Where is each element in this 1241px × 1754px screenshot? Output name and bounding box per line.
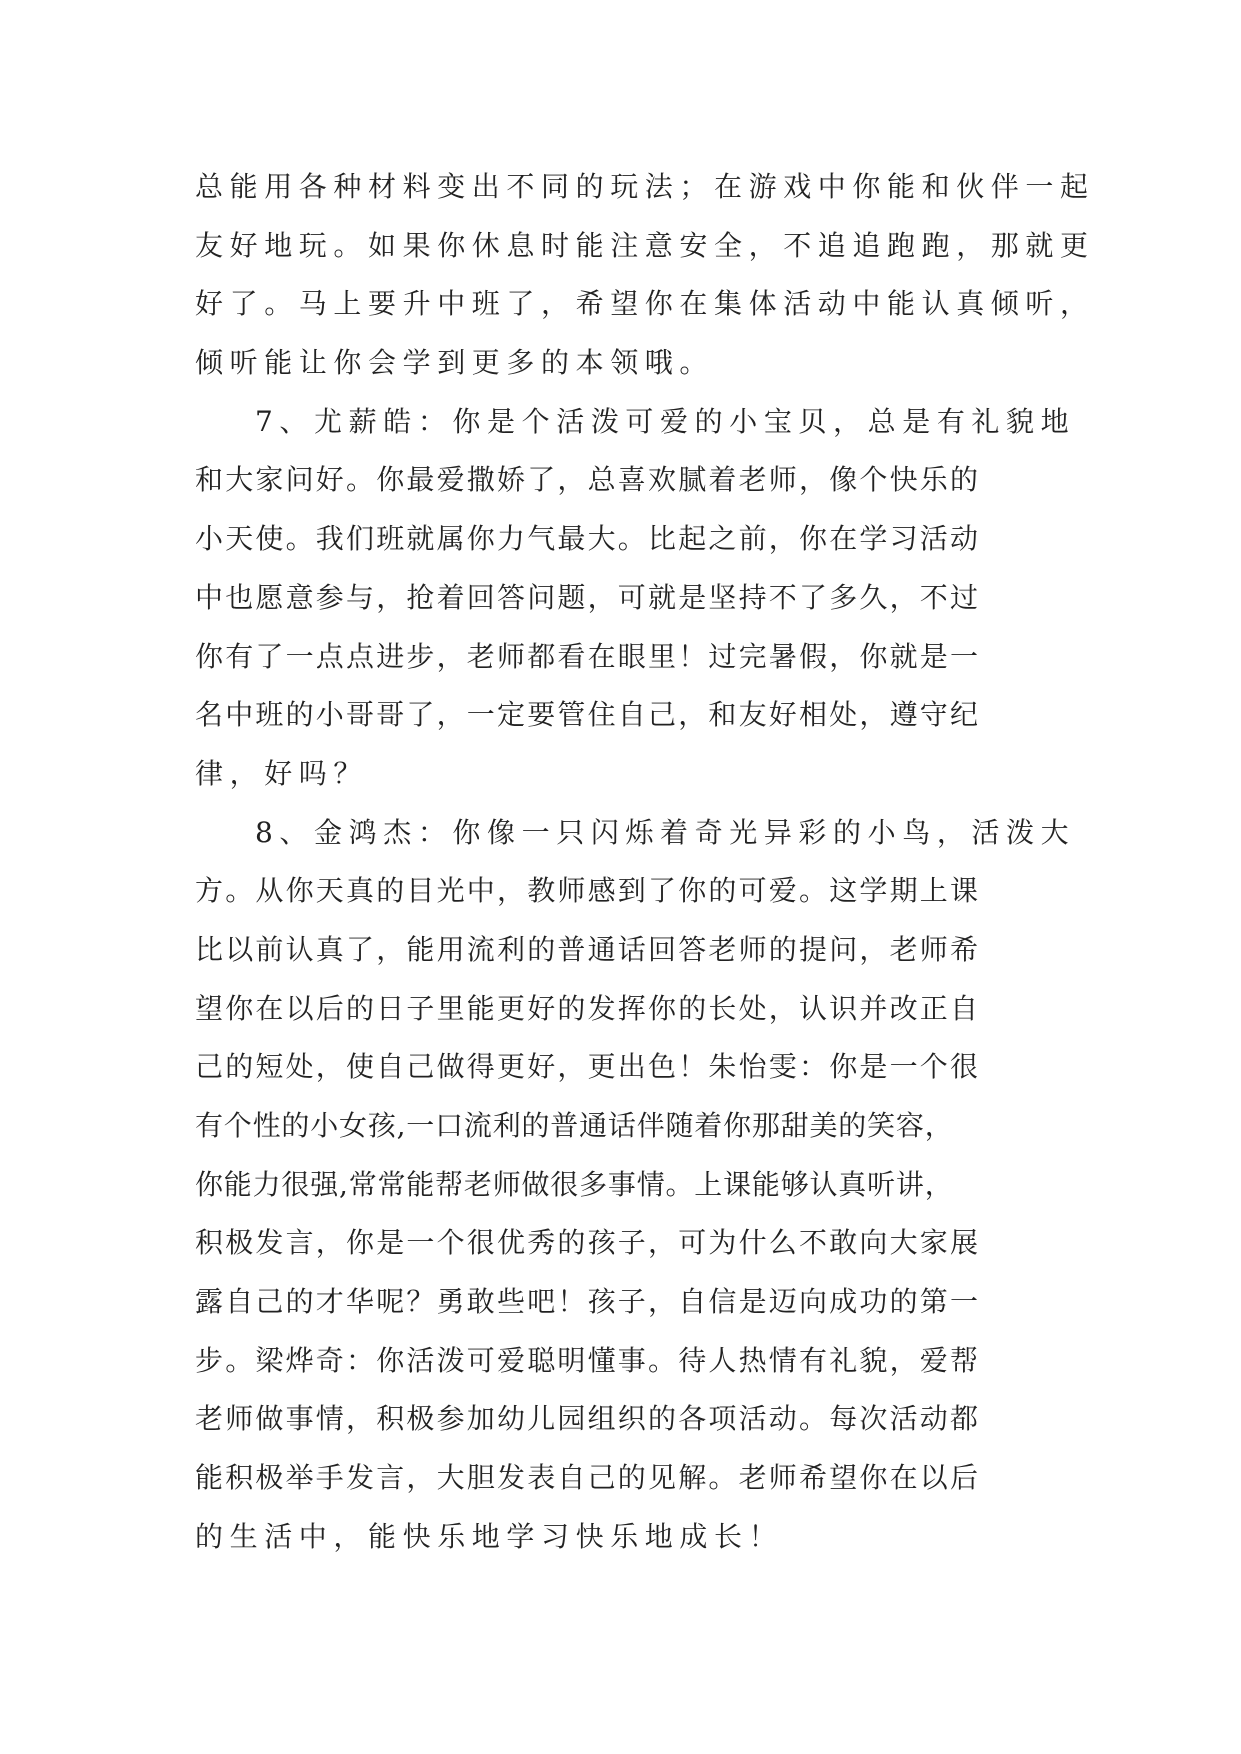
text-line: 名中班的小哥哥了，一定要管住自己，和友好相处，遵守纪 (195, 698, 981, 732)
text-line: 露自己的才华呢？勇敢些吧！孩子，自信是迈向成功的第一 (195, 1285, 981, 1319)
text-line: 望你在以后的日子里能更好的发挥你的长处，认识并改正自 (195, 991, 981, 1025)
text-line: 老师做事情，积极参加幼儿园组织的各项活动。每次活动都 (195, 1402, 981, 1436)
text-line: 己的短处，使自己做得更好，更出色！朱怡雯：你是一个很 (195, 1050, 981, 1084)
text-line: 能积极举手发言，大胆发表自己的见解。老师希望你在以后 (195, 1461, 981, 1495)
text-line: 总能用各种材料变出不同的玩法；在游戏中你能和伙伴一起 (195, 170, 1095, 203)
document-page (195, 158, 1095, 1567)
text-line: 小天使。我们班就属你力气最大。比起之前，你在学习活动 (195, 522, 981, 556)
text-line: 和大家问好。你最爱撒娇了，总喜欢腻着老师，像个快乐的 (195, 463, 981, 497)
text-line: 的生活中，能快乐地学习快乐地成长！ (195, 1519, 784, 1553)
text-line: 友好地玩。如果你休息时能注意安全，不追追跑跑，那就更 (195, 228, 1095, 262)
text-line: 步。梁烨奇：你活泼可爱聪明懂事。待人热情有礼貌，爱帮 (195, 1343, 981, 1377)
text-line: 你有了一点点进步，老师都看在眼里！过完暑假，你就是一 (195, 639, 981, 673)
text-line: 中也愿意参与，抢着回答问题，可就是坚持不了多久，不过 (195, 580, 981, 614)
text-line: 好了。马上要升中班了，希望你在集体活动中能认真倾听， (195, 287, 1095, 321)
text-line: 倾听能让你会学到更多的本领哦。 (195, 346, 715, 380)
paragraph-start-line: 8、金鸿杰：你像一只闪烁着奇光异彩的小鸟，活泼大 (255, 815, 1076, 849)
text-line: 律，好吗？ (195, 756, 369, 790)
paragraph-start-line: 7、尤薪皓：你是个活泼可爱的小宝贝，总是有礼貌地 (255, 404, 1076, 438)
text-line: 积极发言，你是一个很优秀的孩子，可为什么不敢向大家展 (195, 1226, 981, 1260)
text-line: 方。从你天真的目光中，教师感到了你的可爱。这学期上课 (195, 874, 981, 908)
text-line: 你能力很强,常常能帮老师做很多事情。上课能够认真听讲， (195, 1167, 954, 1201)
text-line: 有个性的小女孩,一口流利的普通话伴随着你那甜美的笑容， (195, 1109, 954, 1142)
text-line: 比以前认真了，能用流利的普通话回答老师的提问，老师希 (195, 932, 981, 966)
